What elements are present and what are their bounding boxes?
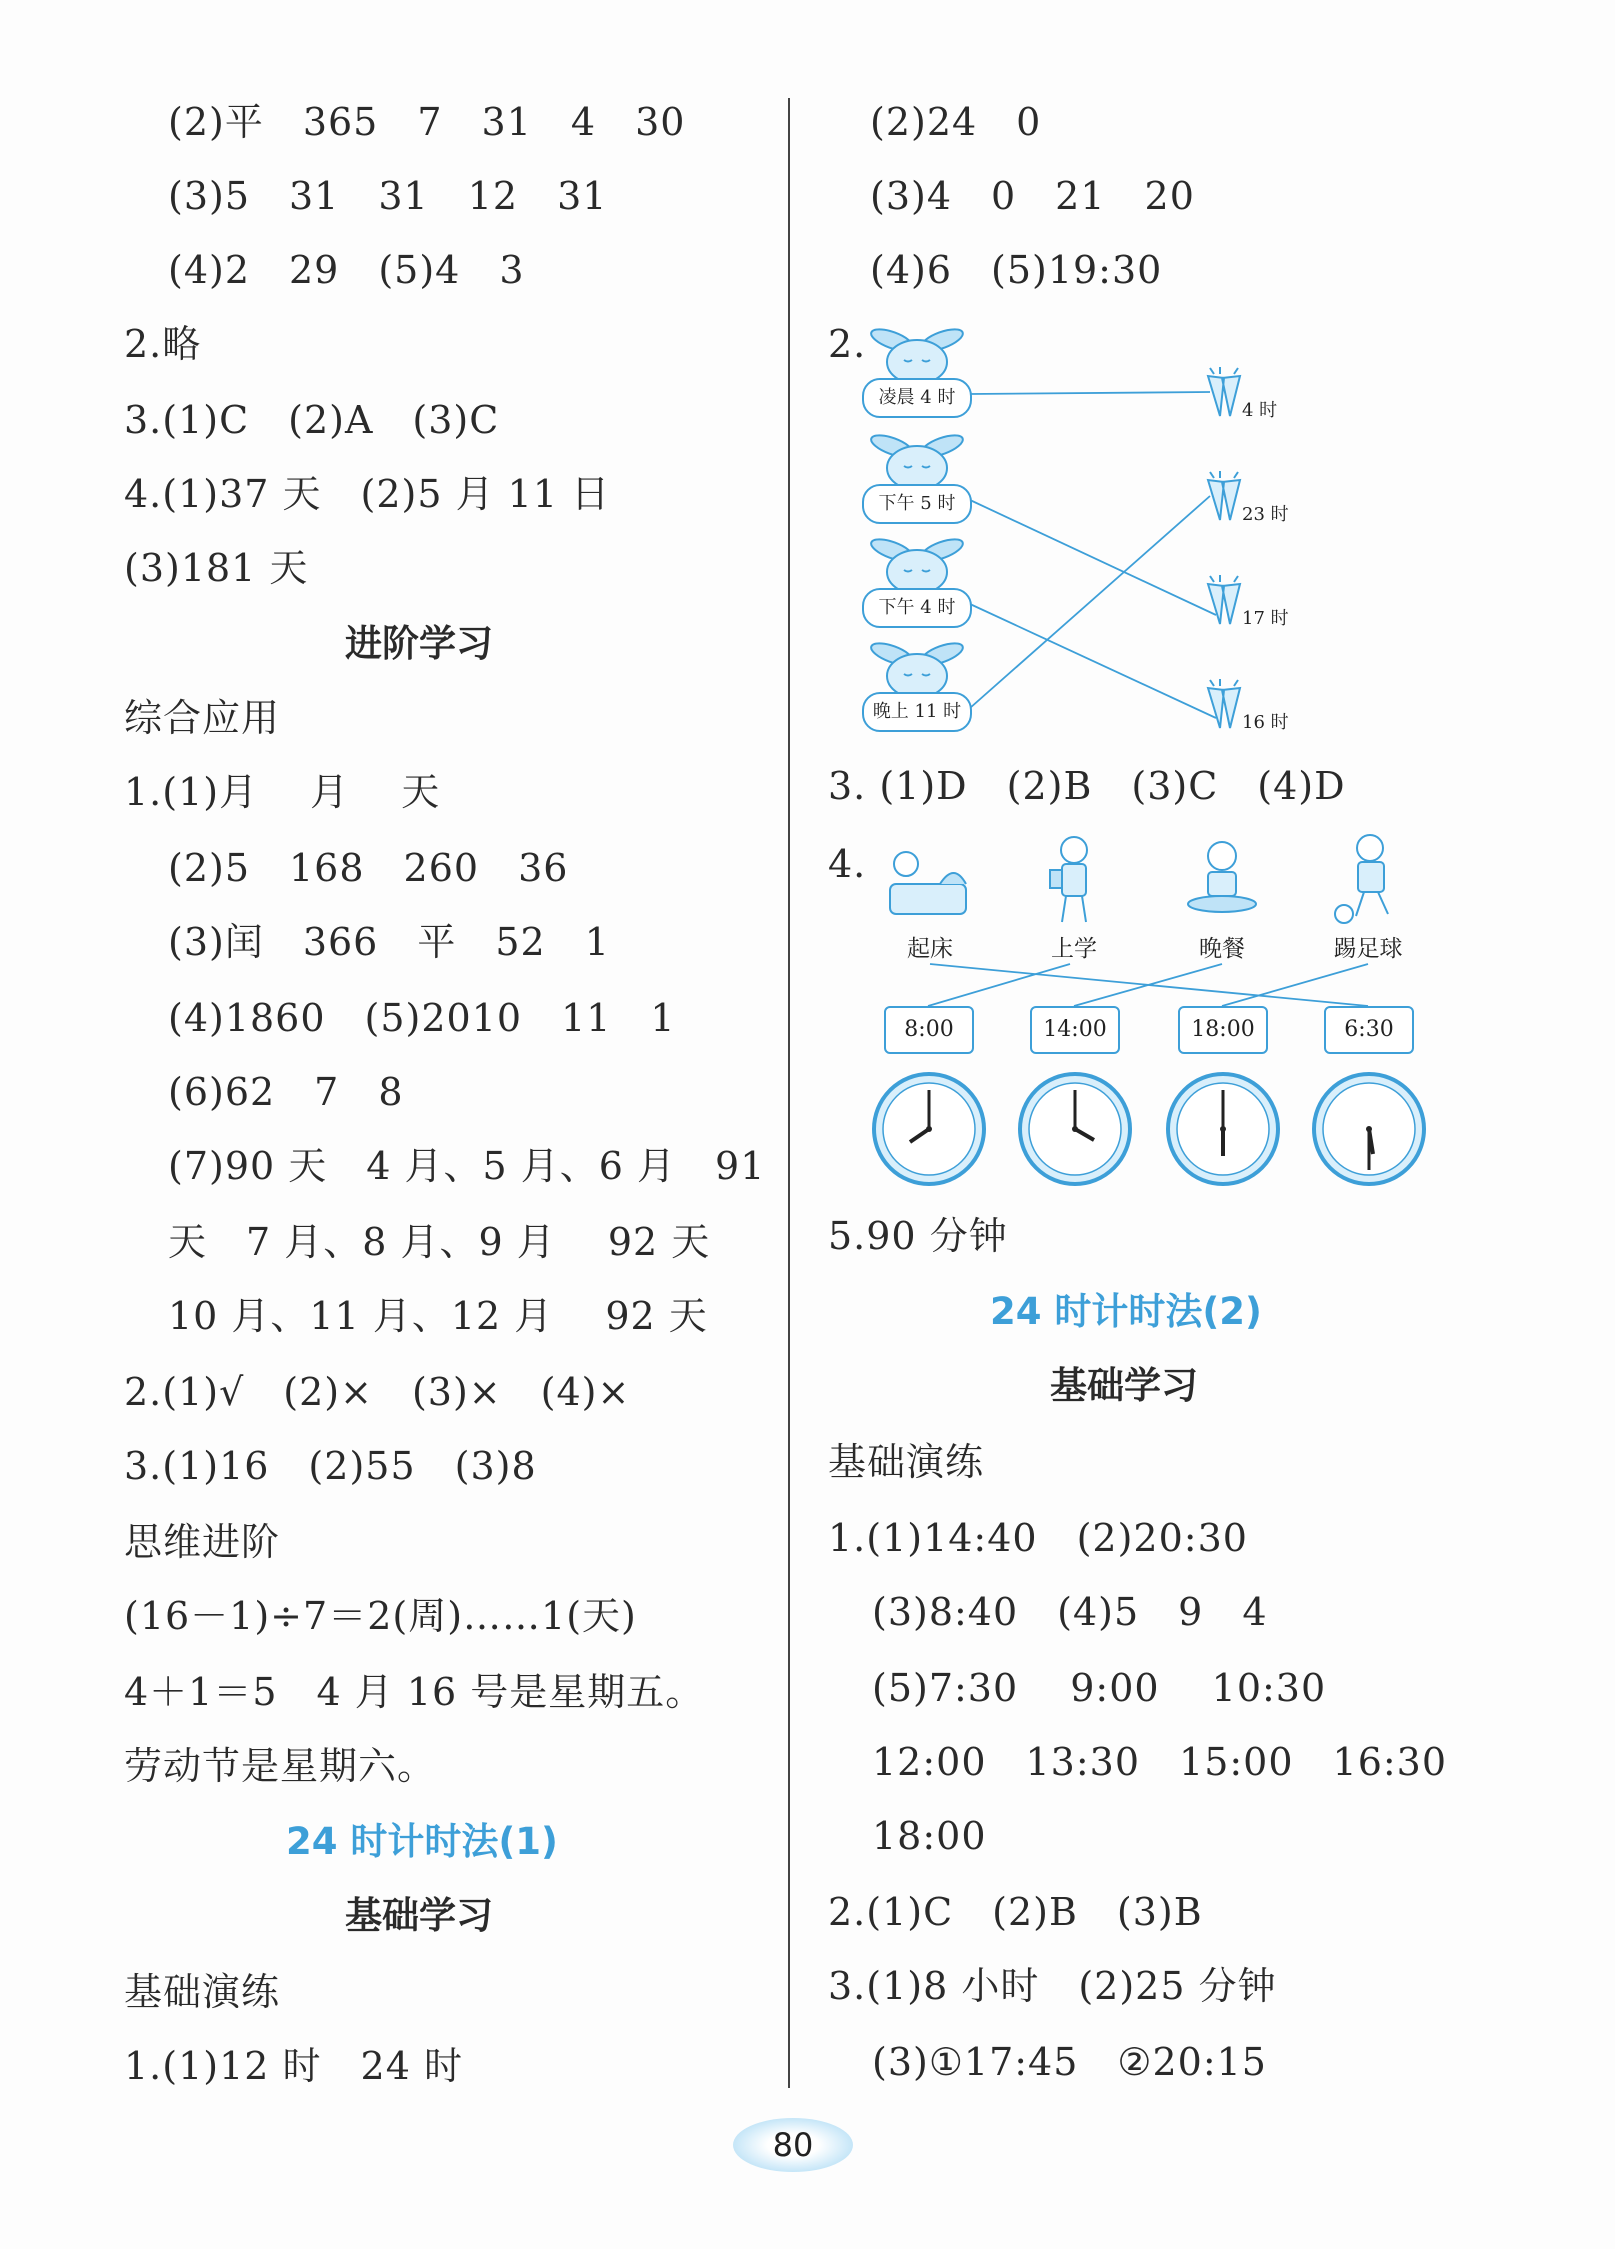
time-box: 18:00: [1178, 1006, 1268, 1054]
answer-line: (16－1)÷7＝2(周)……1(天): [124, 1594, 637, 1638]
bunny-card: [862, 534, 972, 632]
carrot-card: [1200, 574, 1300, 634]
dinner-icon: [1162, 830, 1282, 930]
answer-line: (3)5 31 31 12 31: [168, 174, 608, 218]
answer-line: (7)90 天 4 月、5 月、6 月 91: [168, 1144, 766, 1188]
answer-line: (2)平 365 7 31 4 30: [168, 100, 686, 144]
rabbit-carrot-matching: [860, 310, 1320, 740]
activity-label: 晚餐: [1199, 936, 1245, 962]
answer-line: (4)6 (5)19:30: [870, 248, 1163, 292]
bunny-icon: [862, 324, 972, 384]
answer-line: 劳动节是星期六。: [124, 1744, 437, 1788]
carrot-card: [1200, 366, 1300, 426]
clock-icon: [1310, 1070, 1428, 1188]
subsection-title: 综合应用: [124, 696, 281, 740]
activity-time-matching: [870, 830, 1450, 1200]
carrot-time-label: 17 时: [1242, 608, 1289, 629]
go-to-school-icon: [1014, 830, 1134, 930]
answer-line: (4)1860 (5)2010 11 1: [168, 996, 676, 1040]
subsection-title: 思维进阶: [124, 1520, 281, 1564]
carrot-time-label: 23 时: [1242, 504, 1289, 525]
bunny-card: [862, 324, 972, 422]
answer-line: 4.(1)37 天 (2)5 月 11 日: [124, 472, 611, 516]
subsection-title: 基础演练: [828, 1440, 985, 1484]
column-divider: [788, 98, 790, 2088]
bunny-icon: [862, 430, 972, 490]
section-heading: 基础学习: [1050, 1364, 1198, 1407]
answer-line: 天 7 月、8 月、9 月 92 天: [168, 1220, 711, 1264]
page-number: 80: [733, 2118, 853, 2172]
answer-line: 2.(1)√ (2)× (3)× (4)×: [124, 1370, 631, 1414]
activity-card: [1014, 830, 1134, 960]
answer-line: (5)7:30 9:00 10:30: [872, 1666, 1327, 1710]
bunny-time-label: 下午 5 时: [862, 484, 972, 524]
section-heading: 进阶学习: [345, 622, 493, 665]
answer-line: (3)8:40 (4)5 9 4: [872, 1590, 1268, 1634]
answer-line: (3)181 天: [124, 546, 309, 590]
time-box: 6:30: [1324, 1006, 1414, 1054]
answer-line: 18:00: [872, 1814, 987, 1858]
activity-card: [1308, 830, 1428, 960]
time-box: 8:00: [884, 1006, 974, 1054]
wake-up-icon: [870, 830, 990, 930]
answer-line: 1.(1)14:40 (2)20:30: [828, 1516, 1248, 1560]
answer-line: 2.(1)C (2)B (3)B: [828, 1890, 1203, 1934]
lesson-title: 24 时计时法(1): [286, 1820, 558, 1863]
answer-line: 4＋1＝5 4 月 16 号是星期五。: [124, 1670, 705, 1714]
answer-line: 1.(1)月 月 天: [124, 770, 441, 814]
bunny-card: [862, 638, 972, 736]
answer-line: 1.(1)12 时 24 时: [124, 2044, 463, 2088]
bunny-time-label: 下午 4 时: [862, 588, 972, 628]
activity-label: 踢足球: [1333, 936, 1403, 962]
subsection-title: 基础演练: [124, 1970, 281, 2014]
carrot-card: [1200, 678, 1300, 738]
answer-line: 2.略: [124, 322, 202, 366]
clock-icon: [870, 1070, 988, 1188]
answer-line: (3)①17:45 ②20:15: [872, 2040, 1267, 2084]
time-box: 14:00: [1030, 1006, 1120, 1054]
clock-icon: [1016, 1070, 1134, 1188]
answer-line: 3.(1)C (2)A (3)C: [124, 398, 500, 442]
answer-line: (2)24 0: [870, 100, 1042, 144]
activity-label: 起床: [907, 936, 953, 962]
answer-line: 3.(1)8 小时 (2)25 分钟: [828, 1964, 1277, 2008]
clock-icon: [1164, 1070, 1282, 1188]
answer-line: 2.: [828, 322, 867, 366]
soccer-icon: [1308, 830, 1428, 930]
bunny-time-label: 晚上 11 时: [862, 692, 972, 732]
answer-line: (3)闰 366 平 52 1: [168, 920, 610, 964]
answer-line: 12:00 13:30 15:00 16:30: [872, 1740, 1448, 1784]
activity-label: 上学: [1051, 936, 1097, 962]
answer-line: (2)5 168 260 36: [168, 846, 569, 890]
bunny-time-label: 凌晨 4 时: [862, 378, 972, 418]
answer-line: 5.90 分钟: [828, 1214, 1008, 1258]
activity-card: [1162, 830, 1282, 960]
carrot-card: [1200, 470, 1300, 530]
answer-line: (3)4 0 21 20: [870, 174, 1195, 218]
answer-line: (4)2 29 (5)4 3: [168, 248, 525, 292]
bunny-card: [862, 430, 972, 528]
bunny-icon: [862, 534, 972, 594]
answer-line: 10 月、11 月、12 月 92 天: [168, 1294, 708, 1338]
answer-line: 3.(1)16 (2)55 (3)8: [124, 1444, 537, 1488]
section-heading: 基础学习: [345, 1894, 493, 1937]
answer-line: 3. (1)D (2)B (3)C (4)D: [828, 764, 1346, 808]
answer-line: (6)62 7 8: [168, 1070, 404, 1114]
activity-card: [870, 830, 990, 960]
lesson-title: 24 时计时法(2): [990, 1290, 1262, 1333]
answer-line: 4.: [828, 842, 867, 886]
carrot-time-label: 16 时: [1242, 712, 1289, 733]
carrot-time-label: 4 时: [1242, 400, 1278, 421]
bunny-icon: [862, 638, 972, 698]
